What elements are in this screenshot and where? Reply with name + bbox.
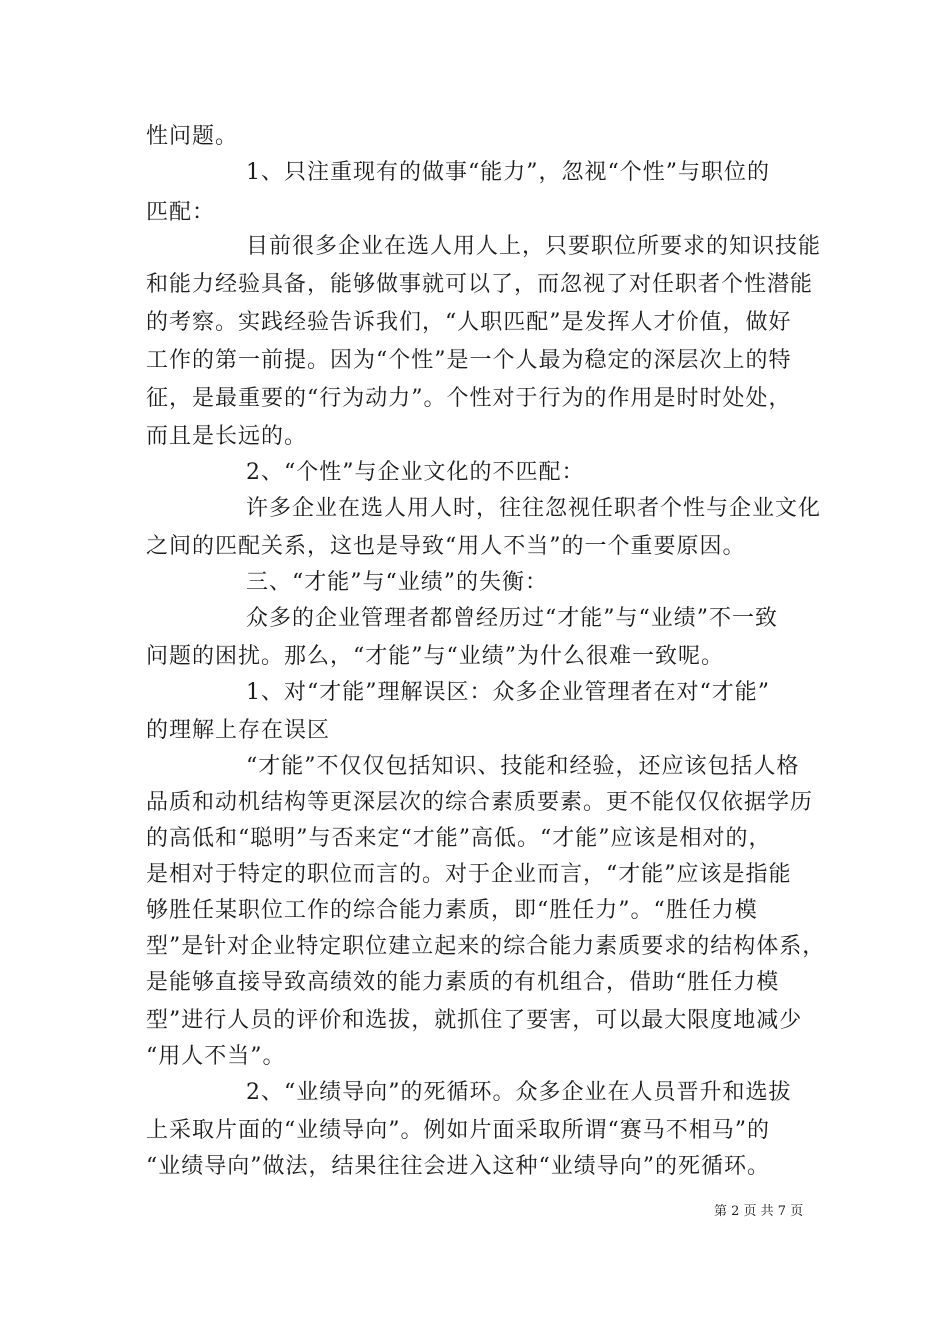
text-line: 目前很多企业在选人用人上，只要职位所要求的知识技能 [246, 234, 822, 259]
text-line: 品质和动机结构等更深层次的综合素质要素。更不能仅仅依据学历 [146, 790, 814, 815]
text-line: 许多企业在选人用人时，往往忽视任职者个性与企业文化 [246, 496, 822, 521]
text-line: 是相对于特定的职位而言的。对于企业而言，“才能”应该是指能 [146, 862, 792, 887]
text-line: 2、“个性”与企业文化的不匹配： [246, 460, 585, 485]
section-heading: 三、“才能”与“业绩”的失衡： [246, 570, 548, 595]
text-line: 的理解上存在误区 [146, 718, 331, 743]
text-line: 型”进行人员的评价和选拔，就抓住了要害，可以最大限度地减少 [146, 1008, 803, 1033]
text-line: 是能够直接导致高绩效的能力素质的有机组合，借助“胜任力模 [146, 970, 780, 995]
text-line: 问题的困扰。那么，“才能”与“业绩”为什么很难一致呢。 [146, 644, 724, 669]
text-line: “才能”不仅仅包括知识、技能和经验，还应该包括人格 [246, 754, 800, 779]
text-line: 的考察。实践经验告诉我们，“人职匹配”是发挥人才价值，做好 [146, 310, 792, 335]
text-line: 1、对“才能”理解误区：众多企业管理者在对“才能” [246, 680, 770, 705]
text-line: “用人不当”。 [146, 1044, 286, 1069]
text-line: 性问题。 [146, 124, 239, 149]
text-line: 而且是长远的。 [146, 424, 308, 449]
text-line: 上采取片面的“业绩导向”。例如片面采取所谓“赛马不相马”的 [146, 1118, 770, 1143]
text-line: 1、只注重现有的做事“能力”，忽视“个性”与职位的 [246, 160, 770, 185]
text-line: 征，是最重要的“行为动力”。个性对于行为的作用是时时处处， [146, 386, 792, 411]
text-line: 和能力经验具备，能够做事就可以了，而忽视了对任职者个性潜能 [146, 272, 814, 297]
text-line: 匹配： [146, 200, 216, 225]
text-line: 2、“业绩导向”的死循环。众多企业在人员晋升和选拔 [246, 1080, 792, 1105]
text-line: “业绩导向”做法，结果往往会进入这种“业绩导向”的死循环。 [146, 1154, 770, 1179]
text-line: 够胜任某职位工作的综合能力素质，即“胜任力”。“胜任力模 [146, 898, 758, 923]
text-line: 的高低和“聪明”与否来定“才能”高低。“才能”应该是相对的， [146, 826, 772, 851]
text-line: 工作的第一前提。因为“个性”是一个人最为稳定的深层次上的特 [146, 348, 792, 373]
text-line: 型”是针对企业特定职位建立起来的综合能力素质要求的结构体系， [146, 934, 826, 959]
text-line: 之间的匹配关系，这也是导致“用人不当”的一个重要原因。 [146, 534, 746, 559]
text-line: 众多的企业管理者都曾经历过“才能”与“业绩”不一致 [246, 606, 778, 631]
page-number-footer: 第 2 页 共 7 页 [714, 1204, 804, 1219]
